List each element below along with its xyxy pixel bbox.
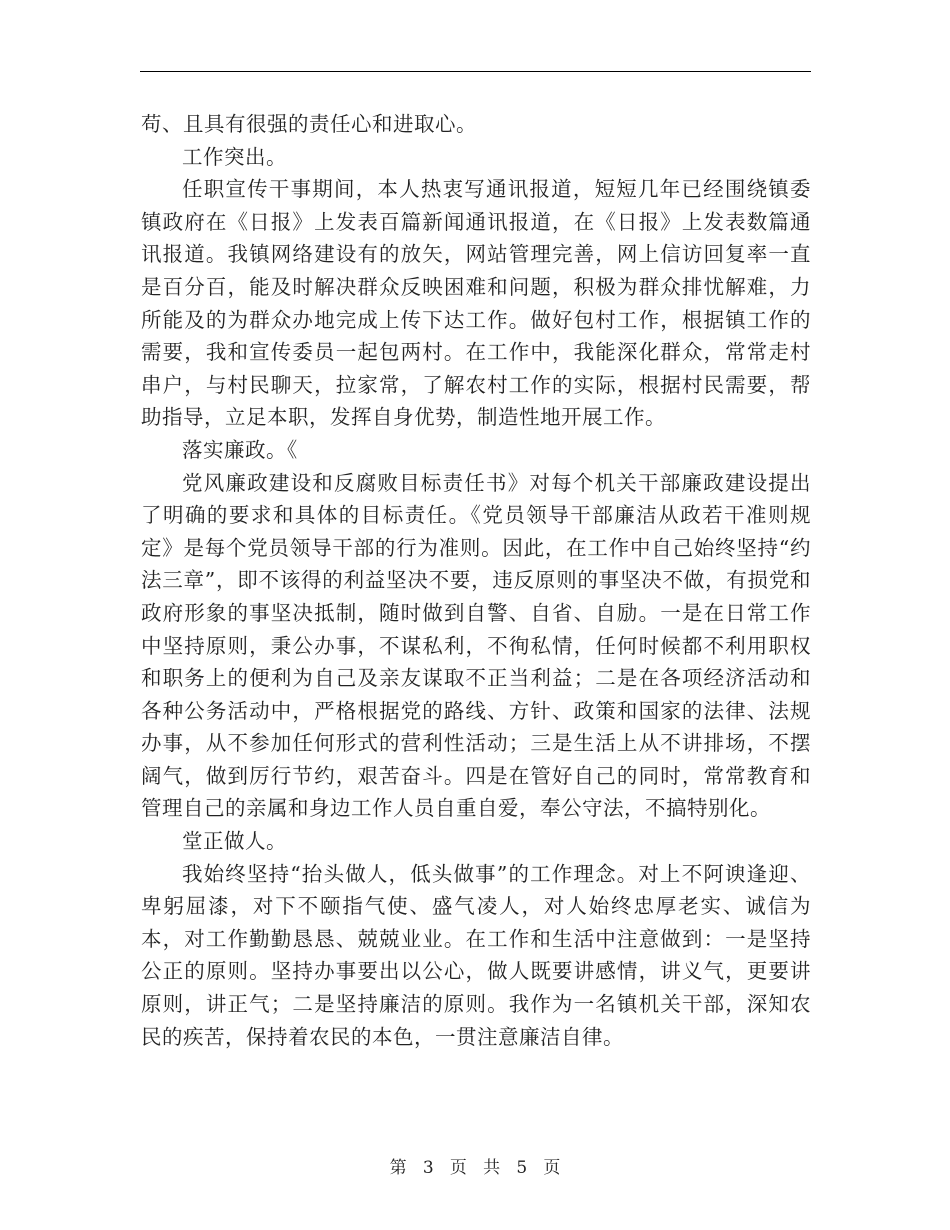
footer-label-total: 共 — [483, 1158, 501, 1178]
footer-total-pages: 5 — [516, 1158, 528, 1178]
paragraph-7: 我始终坚持“抬头做人，低头做事”的工作理念。对上不阿谀逢迎、卑躬屈漆，对下不颐指气使、盛气凌人，对人始终忠厚老实、诚信为本，对工作勤勤恳恳、兢兢业业。在工作和生活中注意做到：一是坚持公正的原则。坚持办事要出以公心，做人既要讲感情，讲义气，更要讲原则，讲正气；二是坚持廉洁的原则。我作为一名镇机关干部，深知农民的疾苦，保持着农民的本色，一贯注意廉洁自律。 — [141, 861, 811, 1049]
paragraph-3: 任职宣传干事期间，本人热衷写通讯报道，短短几年已经围绕镇委镇政府在《日报》上发表百篇新闻通讯报道，在《日报》上发表数篇通讯报道。我镇网络建设有的放矢，网站管理完善，网上信访回复率一直是百分百，能及时解决群众反映困难和问题，积极为群众排忧解难，力所能及的为群众办地完成上传下达工作。做好包村工作，根据镇工作的需要，我和宣传委员一起包两村。在工作中，我能深化群众，常常走村串户，与村民聊天，拉家常，了解农村工作的实际，根据村民需要，帮助指导，立足本职，发挥自身优势，制造性地开展工作。 — [141, 177, 811, 430]
header-rule — [140, 71, 811, 72]
paragraph-5: 党风廉政建设和反腐败目标责任书》对每个机关干部廉政建设提出了明确的要求和具体的目标责任。《党员领导干部廉洁从政若干准则规定》是每个党员领导干部的行为准则。因此，在工作中自己始终坚持“约法三章”，即不该得的利益坚决不要，违反原则的事坚决不做，有损党和政府形象的事坚决抵制，随时做到自警、自省、自励。一是在日常工作中坚持原则，秉公办事，不谋私利，不徇私情，任何时候都不利用职权和职务上的便利为自己及亲友谋取不正当利益；二是在各项经济活动和各种公务活动中，严格根据党的路线、方针、政策和国家的法律、法规办事，从不参加任何形式的营利性活动；三是生活上从不讲排场，不摆阔气，做到厉行节约，艰苦奋斗。四是在管好自己的同时，常常教育和管理自己的亲属和身边工作人员自重自爱，奉公守法，不搞特别化。 — [141, 470, 811, 821]
paragraph-2-heading: 工作突出。 — [182, 144, 287, 169]
paragraph-6-heading: 堂正做人。 — [182, 829, 287, 854]
page-footer — [0, 1153, 950, 1178]
paragraph-4-heading: 落实廉政。《 — [182, 437, 298, 462]
paragraph-1: 苟、且具有很强的责任心和进取心。 — [141, 112, 477, 136]
footer-label-page: 第 — [389, 1158, 407, 1178]
footer-label-total-unit: 页 — [543, 1158, 561, 1178]
footer-current-page: 3 — [422, 1158, 434, 1178]
document-body — [141, 108, 811, 1053]
footer-label-page-unit: 页 — [449, 1158, 467, 1178]
